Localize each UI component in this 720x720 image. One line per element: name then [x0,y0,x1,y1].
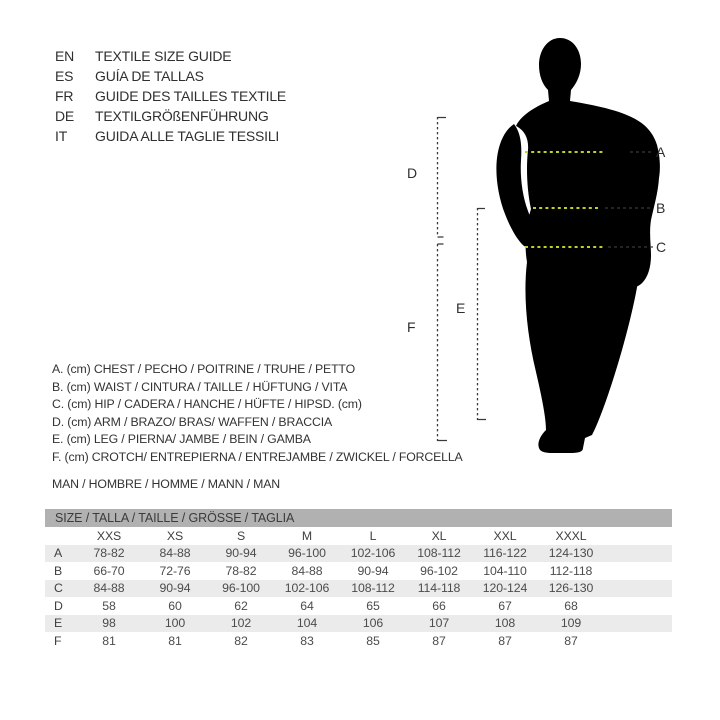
size-row-label: B [54,563,63,578]
language-row [55,126,286,146]
size-row-label: D [54,598,63,613]
size-value-cell: 78-82 [225,563,257,578]
language-label: GUIDA ALLE TAGLIE TESSILI [95,128,280,144]
size-value-cell: 108-112 [417,546,461,561]
size-value-cell: 126-130 [548,581,594,596]
crotch-line-label: F [407,319,416,335]
size-row-label: C [54,581,63,596]
language-row [55,106,286,126]
size-table-row [45,545,672,563]
size-column-header: XXXL [555,528,587,543]
language-list [55,46,286,146]
size-table [45,509,672,650]
language-code: ES [55,68,74,84]
size-value-cell: 90-94 [159,581,191,596]
size-column-header: XXS [96,528,122,543]
silhouette-legs [525,262,641,453]
size-column-header: XL [431,528,447,543]
size-value-cell: 124-130 [548,546,594,561]
size-value-cell: 104-110 [483,563,527,578]
size-table-header-row [45,527,672,545]
legend-row: D. (cm) ARM / BRAZO/ BRAS/ WAFFEN / BRACCIA [52,414,333,429]
size-value-cell: 62 [234,598,248,613]
gender-line: MAN / HOMBRE / HOMME / MANN / MAN [52,476,281,491]
measurement-legend [52,361,463,493]
legend-row: F. (cm) CROTCH/ ENTREPIERNA / ENTREJAMBE / ZWICKEL / FORCELLA [52,449,463,464]
size-column-header: S [236,528,246,543]
size-row-label: A [54,546,63,561]
legend-rows [52,361,463,467]
size-value-cell: 87 [498,633,512,648]
size-value-cell: 72-76 [159,563,191,578]
size-value-cell: 106 [362,616,384,631]
size-value-cell: 120-124 [482,581,528,596]
size-value-cell: 108-112 [351,581,395,596]
size-value-cell: 84-88 [159,546,191,561]
size-value-cell: 78-82 [93,546,125,561]
size-value-cell: 100 [164,616,186,631]
size-table-body [45,545,672,650]
size-value-cell: 96-102 [420,563,458,578]
size-value-cell: 82 [234,633,248,648]
size-table-row [45,562,672,580]
size-value-cell: 66-70 [93,563,125,578]
size-table-row [45,632,672,650]
size-value-cell: 90-94 [225,546,257,561]
size-column-header: M [301,528,313,543]
size-value-cell: 68 [564,598,578,613]
size-table-title: SIZE / TALLA / TAILLE / GRÖSSE / TAGLIA [45,509,672,527]
size-value-cell: 85 [366,633,380,648]
size-value-cell: 81 [102,633,116,648]
size-value-cell: 102-106 [284,581,330,596]
waist-line-label: B [656,200,666,216]
language-label: GUÍA DE TALLAS [95,68,204,84]
language-code: EN [55,48,75,64]
size-row-label: F [54,633,62,648]
language-label: GUIDE DES TAILLES TEXTILE [95,88,287,104]
size-value-cell: 102 [230,616,252,631]
language-code: IT [55,128,68,144]
size-value-cell: 58 [102,598,116,613]
language-label: TEXTILE SIZE GUIDE [95,48,232,64]
language-row [55,66,286,86]
size-value-cell: 108 [494,616,516,631]
size-value-cell: 67 [498,598,512,613]
legend-row: C. (cm) HIP / CADERA / HANCHE / HÜFTE / HIPSD. (cm) [52,397,362,412]
size-value-cell: 87 [432,633,446,648]
size-value-cell: 104 [296,616,318,631]
size-value-cell: 96-100 [222,581,260,596]
size-value-cell: 96-100 [288,546,326,561]
size-value-cell: 102-106 [350,546,396,561]
chest-line-label: A [656,144,666,160]
leg-line-label: E [456,300,466,316]
size-row-label: E [54,616,63,631]
size-value-cell: 83 [300,633,314,648]
language-row [55,46,286,66]
size-value-cell: 116-122 [483,546,527,561]
legend-row: E. (cm) LEG / PIERNA/ JAMBE / BEIN / GAMBA [52,432,311,447]
size-value-cell: 107 [428,616,450,631]
size-column-header: L [369,528,377,543]
size-column-header: XS [166,528,184,543]
language-label: TEXTILGRÖßENFÜHRUNG [95,108,269,124]
language-code: DE [55,108,75,124]
legend-row: B. (cm) WAIST / CINTURA / TAILLE / HÜFTUNG / VITA [52,379,348,394]
size-value-cell: 84-88 [93,581,125,596]
size-column-header: XXL [493,528,517,543]
language-code: FR [55,88,74,104]
size-value-cell: 65 [366,598,380,613]
size-value-cell: 87 [564,633,578,648]
size-table-row [45,615,672,633]
size-value-cell: 81 [168,633,182,648]
size-value-cell: 114-118 [417,581,461,596]
hip-line-label: C [656,239,667,255]
size-table-row [45,597,672,615]
language-row [55,86,286,106]
size-table-row [45,580,672,598]
size-value-cell: 84-88 [291,563,323,578]
arm-line-label: D [407,165,418,181]
size-value-cell: 112-118 [549,563,593,578]
size-value-cell: 66 [432,598,446,613]
size-value-cell: 98 [102,616,116,631]
size-value-cell: 109 [560,616,582,631]
size-value-cell: 60 [168,598,182,613]
legend-row: A. (cm) CHEST / PECHO / POITRINE / TRUHE / PETTO [52,362,355,376]
size-value-cell: 90-94 [357,563,389,578]
size-value-cell: 64 [300,598,314,613]
